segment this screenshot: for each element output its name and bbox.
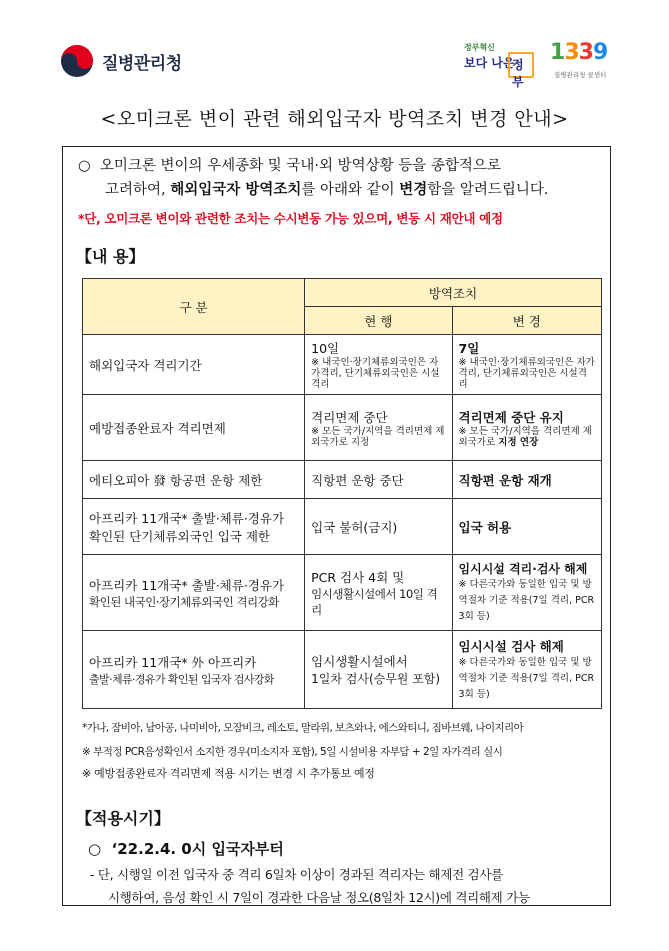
notice-text: *단, 오미크론 변이와 관련한 조치는 수시변동 가능 있으며, 변동 시 재안내 예정 [78, 211, 503, 226]
kdca-logo [60, 44, 182, 78]
org-name: 질병관리청 [102, 53, 182, 74]
footnote-countries: *가나, 잠비아, 남아공, 나미비아, 모잠비크, 레소토, 말라위, 보츠와나, 에스와티니, 짐바브웨, 나이지리아 [82, 722, 524, 734]
head-measure: 방역조치 [305, 279, 602, 307]
head-category: 구 분 [83, 279, 305, 335]
footnote-vaccine: ※ 예방접종완료자 격리면제 적용 시기는 변경 시 추가통보 예정 [82, 767, 375, 780]
hotline-number: 1339 [550, 40, 608, 65]
measures-table [82, 278, 602, 709]
table-row: 에티오피아 發 항공편 운항 제한 직항편 운항 중단 직항편 운항 재개 [83, 461, 602, 499]
intro-line-1: ○ 오미크론 변이의 우세종화 및 국내·외 방역상황 등을 종합적으로 [78, 158, 501, 174]
table-row: 예방접종완료자 격리면제 격리면제 중단 ※ 모든 국가/지역을 격리면제 제외국가로 지정 격리면제 중단 유지 ※ 모든 국가/지역을 격리면제 제외국가로 지정 연장 [83, 395, 602, 461]
taegeuk-icon [60, 44, 94, 78]
table-row: 아프리카 11개국* 출발·체류·경유가 확인된 내국인·장기체류외국인 격리강화 PCR 검사 4회 및 임시생활시설에서 10일 격리 임시시설 격리·검사 해제 ※ 다른국가와 동일한 입국 및 방역절차 기준 적용(7일 격리, PCR 3회 등) [83, 555, 602, 631]
timing-detail-1: - 단, 시행일 이전 입국자 중 격리 6일차 이상이 경과된 격리자는 해제전 검사를 [90, 867, 503, 882]
table-row: 아프리카 11개국* 外 아프리카 출발·체류·경유가 확인된 입국자 검사강화 임시생활시설에서 1일차 검사(승무원 포함) 임시시설 검사 해제 ※ 다른국가와 동일한 입국 및 방역절차 기준 적용(7일 격리, PCR 3회 등) [83, 631, 602, 709]
page-header [0, 0, 669, 100]
head-new: 변 경 [452, 307, 601, 335]
gov-innovation-logo: 정부혁신 보다 나은 정부 [462, 40, 538, 80]
table-row: 아프리카 11개국* 출발·체류·경유가 확인된 단기체류외국인 입국 제한 입국 불허(금지) 입국 허용 [83, 499, 602, 555]
intro-line-2: 고려하여, 해외입국자 방역조치를 아래와 같이 변경함을 알려드립니다. [105, 182, 549, 198]
table-row: 해외입국자 격리기간 10일 ※ 내국인·장기체류외국인은 자가격리, 단기체류외국인은 시설격리 7일 ※ 내국인·장기체류외국인은 자가격리, 단기체류외국인은 시설격리 [83, 335, 602, 395]
page-title: <오미크론 변이 관련 해외입국자 방역조치 변경 안내> [100, 108, 569, 130]
head-current: 현 행 [305, 307, 452, 335]
timing-detail-2: 시행하여, 음성 확인 시 7일이 경과한 다음날 정오(8일차 12시)에 격리해제 가능 [108, 890, 530, 905]
section-content-heading: 【내 용】 [76, 247, 145, 266]
hotline-logo: 1339 질병관리청 콜센터 [550, 40, 608, 79]
section-timing-heading: 【적용시기】 [76, 809, 170, 828]
timing-date: ○ ‘22.2.4. 0시 입국자부터 [88, 840, 284, 858]
footnote-pcr: ※ 부적정 PCR음성확인서 소지한 경우(미소지자 포함), 5일 시설비용 자부담 + 2일 자가격리 실시 [82, 746, 503, 758]
